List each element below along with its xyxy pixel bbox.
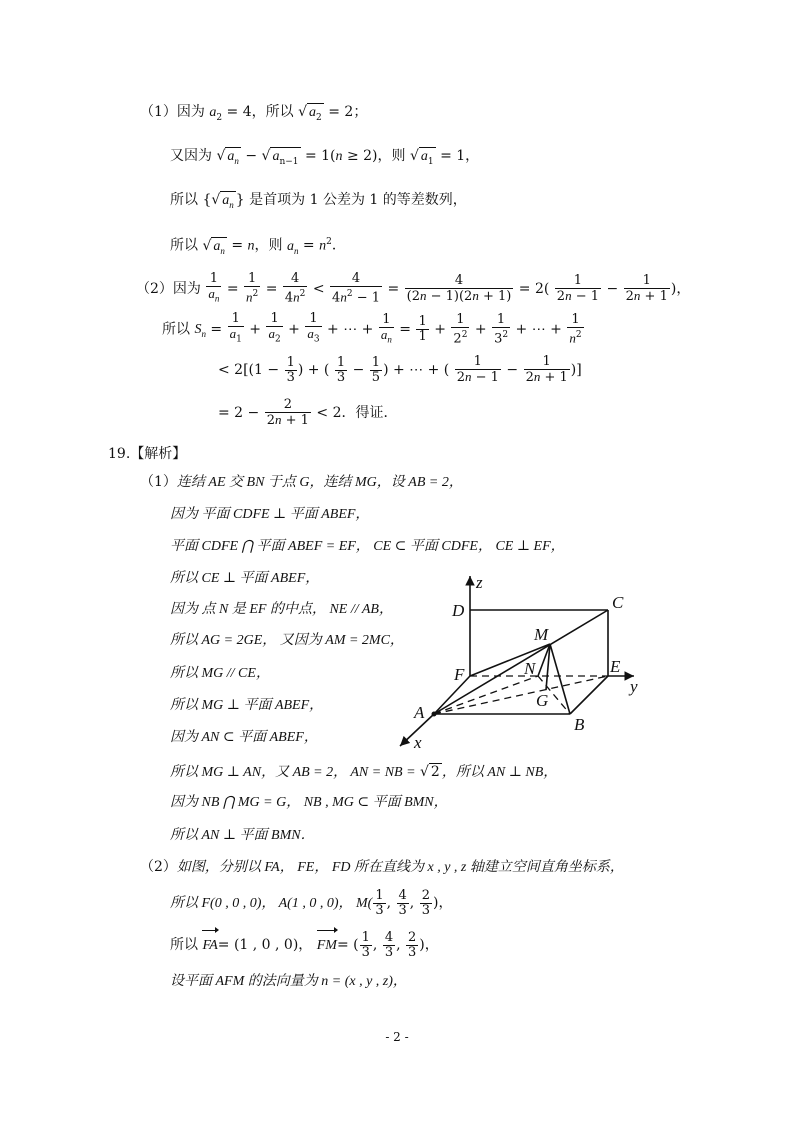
label-d: D <box>452 601 465 620</box>
label-f: F <box>454 665 465 684</box>
label-b: B <box>574 715 585 734</box>
part1-line1: （1）因为 $a_2 = 4$，所以 √ $a_2 = 2$； <box>140 104 368 123</box>
part2-line3: < 2[(1 − $\frac{1}{3}$ ) + ( $\frac{1}{3}$ − $\frac{1}{5}$ ) + ⋯ + ( $\frac{1}{2n - 1}$ − $\frac{1}{2n + 1}$ )] <box>218 354 582 385</box>
label-m: M <box>534 625 549 644</box>
edge-be <box>570 676 608 714</box>
label-g: G <box>536 691 549 710</box>
part2-line1: （2）因为 $\frac{1}{a_n}$ = $\frac{1}{n^2}$ = $\frac{4}{4n^2}$ < $\frac{4}{4n^2 - 1}$ = $\frac{4}{(2n - 1)(2n + 1)}$ = 2( $\frac{1}{2n - 1}$ − $\frac{1}{2n + 1}$ )， <box>136 271 691 306</box>
label-a: A <box>414 703 425 722</box>
point-a <box>432 712 437 717</box>
label-y: y <box>630 677 638 696</box>
part1-line4: 所以 √ $a_n = n$，则 $a_n = n^2$． <box>170 237 346 256</box>
q19-p2-line1: （2）如图，分别以 FA， FE， FD 所在直线为 x , y , z 轴建立空间直角坐标系， <box>140 859 624 875</box>
q19-p1-line4: 所以 CE ⊥ 平面 ABEF， <box>170 571 320 586</box>
label-x: x <box>414 733 422 752</box>
label-c: C <box>612 593 624 612</box>
edge-mb <box>550 644 570 714</box>
edge-ac <box>434 610 608 714</box>
label-z: z <box>476 573 483 592</box>
q19-p2-line4: 设平面 AFM 的法向量为 n = (x , y , z)， <box>170 974 407 989</box>
q19-p1-line7: 所以 MG // CE， <box>170 666 270 681</box>
part1-line2: 又因为 √ $a_n$ − √ $a_{n-1} = 1(n \ge 2)$，则 √ $a_1 = 1$， <box>170 148 480 167</box>
prism-figure <box>384 568 654 752</box>
part2-line4: = 2 − $\frac{2}{2n + 1}$ < 2．得证． <box>218 397 398 428</box>
label-n: N <box>524 659 536 678</box>
q19-p1-line5: 因为 点 N 是 EF 的中点， NE // AB， <box>170 602 393 617</box>
q19-p2-line3: 所以 FA= (1 , 0 , 0)， FM= ( $\frac{1}{3}$ , $\frac{4}{3}$ , $\frac{2}{3}$ )， <box>170 929 439 960</box>
q19-title: 19.【解析】 <box>108 446 187 462</box>
q19-p1-line11: 因为 NB ⋂ MG = G， NB , MG ⊂ 平面 BMN， <box>170 795 448 810</box>
part1-line3: 所以 {√ $a_n$ } 是首项为 1 公差为 1 的等差数列， <box>170 192 467 210</box>
q19-p1-line1: （1）连结 AE 交 BN 于点 G，连结 MG，设 AB = 2， <box>140 474 463 490</box>
page-number: - 2 - <box>385 1030 409 1044</box>
q19-p1-line2: 因为 平面 CDFE ⊥ 平面 ABEF， <box>170 507 370 522</box>
q19-p1-line10: 所以 MG ⊥ AN，又 AB = 2， AN = NB = √ 2 ，所以 AN ⊥ NB， <box>170 764 558 780</box>
q19-p1-line3: 平面 CDFE ⋂ 平面 ABEF = EF， CE ⊂ 平面 CDFE， CE ⊥ EF， <box>170 539 565 554</box>
q19-p1-line12: 所以 AN ⊥ 平面 BMN． <box>170 828 315 843</box>
q19-p1-line8: 所以 MG ⊥ 平面 ABEF， <box>170 698 324 713</box>
edge-fm <box>470 644 550 676</box>
label-e: E <box>610 657 621 676</box>
part2-line2: 所以 $S_n$ = $\frac{1}{a_1}$ + $\frac{1}{a_2}$ + $\frac{1}{a_3}$ + ⋯ + $\frac{1}{a_n}$ = $\frac{1}{1}$ + $\frac{1}{2^2}$ + $\frac{1}{3^2}$ + ⋯ + $\frac{1}{n^2}$ <box>162 311 582 346</box>
q19-p2-line2: 所以 F(0 , 0 , 0)， A(1 , 0 , 0)， M( $\frac{1}{3}$ , $\frac{4}{3}$ , $\frac{2}{3}$ )， <box>170 887 453 918</box>
q19-p1-line6: 所以 AG = 2GE， 又因为 AM = 2MC， <box>170 633 404 648</box>
q19-p1-line9: 因为 AN ⊂ 平面 ABEF， <box>170 730 318 745</box>
